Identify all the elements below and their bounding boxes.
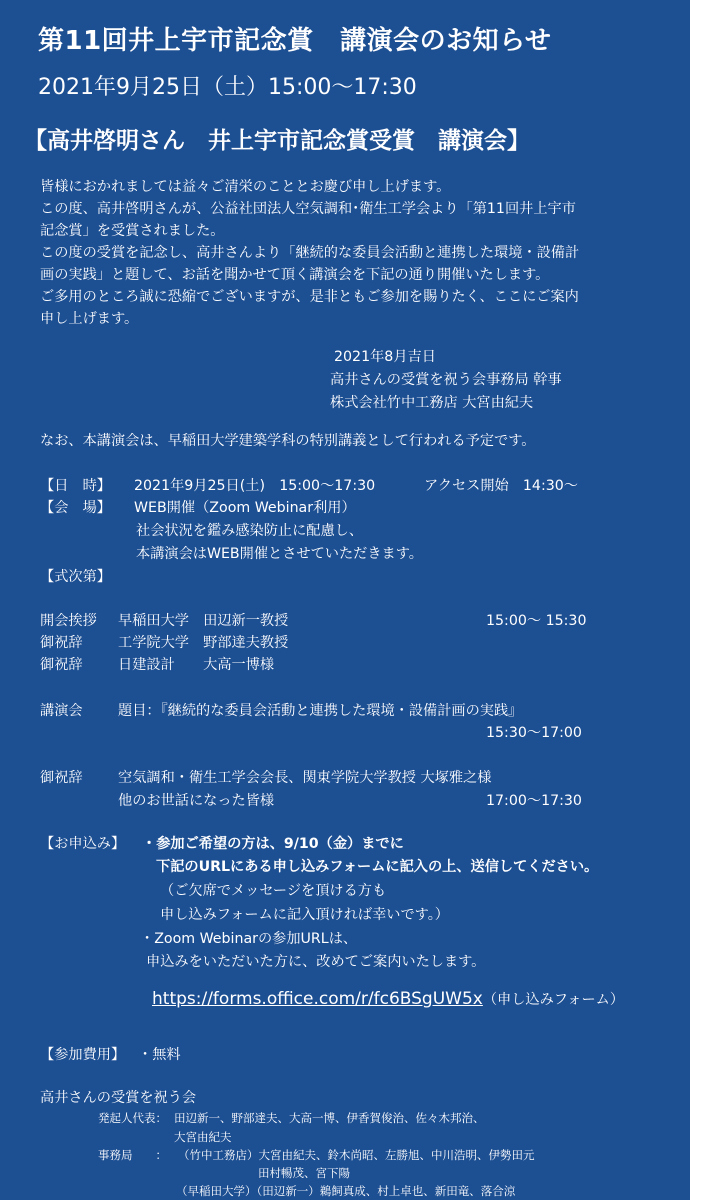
signature-person: 株式会社竹中工務店 大宮由紀夫 bbox=[330, 395, 534, 411]
form-url-suffix: （申し込みフォーム） bbox=[482, 992, 625, 1008]
program-speaker: 他のお世話になった皆様 bbox=[118, 793, 275, 809]
committee-office-members: 田村暢茂、宮下陽 bbox=[258, 1166, 350, 1180]
date-value: 2021年9月25日(土) 15:00～17:30 bbox=[134, 478, 376, 494]
intro-line: 画の実践」と題して、お話を聞かせて頂く講演会を下記の通り開催いたします。 bbox=[40, 267, 550, 283]
event-datetime: 2021年9月25日（土）15:00～17:30 bbox=[38, 75, 417, 100]
venue-note: 社会状況を鑑み感染防止に配慮し、 bbox=[136, 523, 364, 539]
form-link-row bbox=[152, 989, 624, 1011]
date-label: 【日 時】 bbox=[40, 478, 111, 494]
zoom-info: ・Zoom Webinarの参加URLは、 bbox=[140, 931, 358, 947]
lecture-title: 題目：『継続的な委員会活動と連携した環境・設備計画の実践』 bbox=[118, 703, 523, 719]
application-instruction: 下記のURLにある申し込みフォームに記入の上、送信してください。 bbox=[156, 859, 599, 875]
venue-value: WEB開催（Zoom Webinar利用） bbox=[134, 500, 356, 516]
lecture-note: なお、本講演会は、早稲田大学建築学科の特別講義として行われる予定です。 bbox=[40, 433, 536, 449]
application-label: 【お申込み】 bbox=[40, 836, 126, 852]
fee-label: 【参加費用】 bbox=[40, 1047, 126, 1063]
venue-note: 本講演会はWEB開催とさせていただきます。 bbox=[136, 546, 423, 562]
committee-office-members: （竹中工務店）大宮由紀夫、鈴木尚昭、左勝旭、中川浩明、伊勢田元 bbox=[178, 1148, 535, 1162]
committee-name: 高井さんの受賞を祝う会 bbox=[40, 1090, 197, 1106]
venue-label: 【会 場】 bbox=[40, 500, 111, 516]
signature-date: 2021年8月吉日 bbox=[334, 349, 436, 365]
program-speaker: 日建設計 大高一博様 bbox=[118, 657, 275, 673]
committee-rep-label: 発起人代表： bbox=[98, 1111, 167, 1125]
committee-rep-names: 田辺新一、野部達夫、大高一博、伊香賀俊治、佐々木邦治、 bbox=[174, 1111, 485, 1125]
program-speaker: 工学院大学 野部達夫教授 bbox=[118, 635, 289, 651]
intro-line: この度の受賞を記念し、高井さんより「継続的な委員会活動と連携した環境・設備計 bbox=[40, 245, 580, 261]
access-start: アクセス開始 14:30～ bbox=[424, 478, 578, 494]
committee-rep-names: 大宮由紀夫 bbox=[174, 1130, 232, 1144]
program-time: 17:00～17:30 bbox=[486, 793, 582, 809]
program-speaker: 空気調和・衛生工学会会長、関東学院大学教授 大塚雅之様 bbox=[118, 770, 492, 786]
program-role: 御祝辞 bbox=[40, 770, 83, 786]
application-deadline: ・参加ご希望の方は、9/10（金）までに bbox=[142, 836, 404, 852]
intro-line: 記念賞」を受賞されました。 bbox=[40, 223, 225, 239]
program-role: 講演会 bbox=[40, 703, 83, 719]
intro-line: 皆様におかれましては益々ご清栄のこととお慶び申し上げます。 bbox=[40, 179, 451, 195]
program-role: 開会挨拶 bbox=[40, 613, 97, 629]
application-note: （ご欠席でメッセージを頂ける方も bbox=[160, 883, 387, 899]
signature-org: 高井さんの受賞を祝う会事務局 幹事 bbox=[330, 372, 562, 388]
program-label: 【式次第】 bbox=[40, 569, 111, 585]
intro-paragraph bbox=[40, 176, 579, 330]
program-role: 御祝辞 bbox=[40, 635, 83, 651]
fee-value: ・無料 bbox=[138, 1047, 181, 1063]
committee-office-members: （早稲田大学）（田辺新一）鵜飼真成、村上卓也、新田竜、落合涼 bbox=[176, 1184, 516, 1198]
scrollbar-track[interactable] bbox=[690, 0, 716, 1200]
event-subtitle: 【高井啓明さん 井上宇市記念賞受賞 講演会】 bbox=[24, 128, 530, 154]
application-note: 申し込みフォームに記入頂ければ幸いです。） bbox=[160, 907, 449, 923]
zoom-info: 申込みをいただいた方に、改めてご案内いたします。 bbox=[146, 954, 486, 970]
program-speaker: 早稲田大学 田辺新一教授 bbox=[118, 613, 289, 629]
intro-line: ご多用のところ誠に恐縮でございますが、是非ともご参加を賜りたく、ここにご案内 bbox=[40, 289, 579, 305]
committee-office-label: 事務局 ： bbox=[98, 1148, 167, 1162]
intro-line: この度、高井啓明さんが、公益社団法人空気調和･衛生工学会より「第11回井上宇市 bbox=[40, 201, 576, 217]
program-role: 御祝辞 bbox=[40, 657, 83, 673]
program-time: 15:30～17:00 bbox=[486, 725, 582, 741]
page-title: 第11回井上宇市記念賞 講演会のお知らせ bbox=[38, 26, 552, 56]
intro-line: 申し上げます。 bbox=[40, 311, 139, 327]
program-time: 15:00～ 15:30 bbox=[486, 613, 587, 629]
form-url-link[interactable]: https://forms.office.com/r/fc6BSgUW5x bbox=[152, 989, 483, 1009]
